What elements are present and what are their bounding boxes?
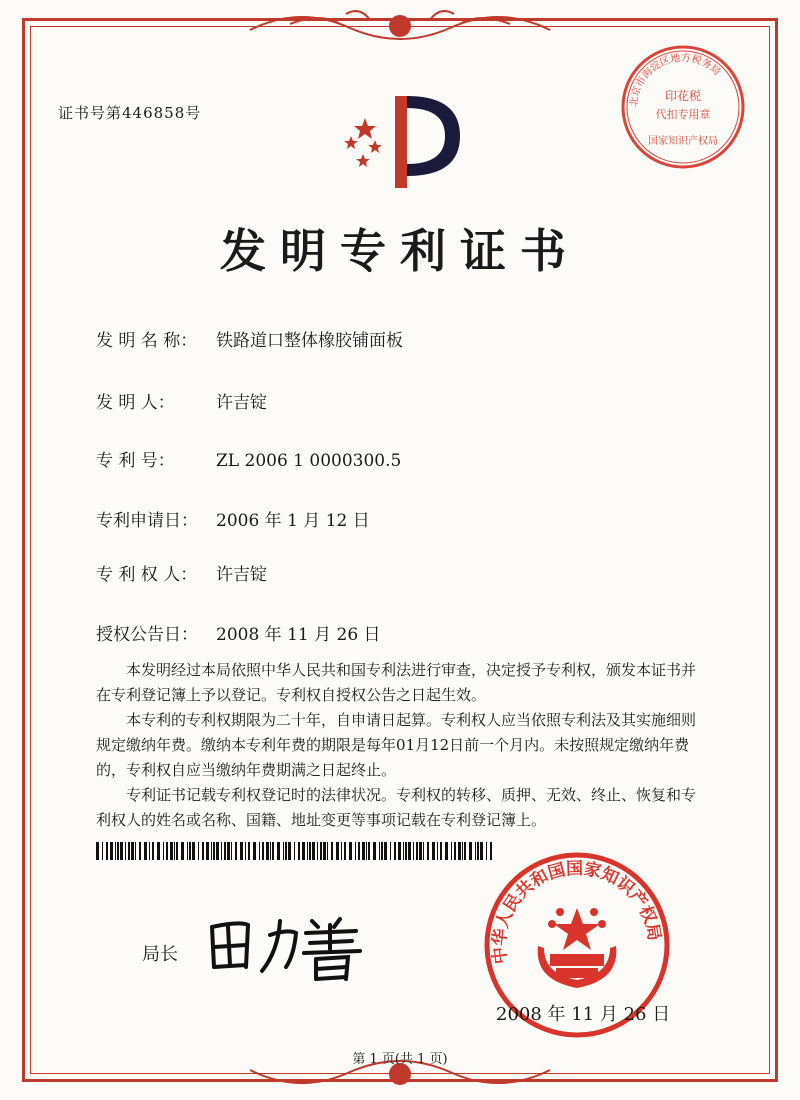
barcode-bar — [358, 842, 360, 860]
barcode-bar — [451, 842, 452, 860]
barcode-bar — [394, 842, 396, 860]
barcode-bar — [102, 842, 103, 860]
barcode-bar — [240, 842, 243, 860]
barcode-bar — [437, 842, 438, 860]
stamp-ring-text: 北京市海淀区地方税务局 — [628, 52, 723, 108]
barcode-bar — [206, 842, 209, 860]
field-label: 发 明 名 称： — [96, 331, 198, 351]
body-paragraph-3: 专利证书记载专利权登记时的法律状况。专利权的转移、质押、无效、终止、恢复和专利权人的姓名或名称、国籍、地址变更等事项记载在专利登记簿上。 — [96, 786, 697, 829]
barcode-bar — [125, 842, 126, 860]
issue-date: 2008 年 11 月 26 日 — [496, 1004, 671, 1025]
field-application-date — [96, 506, 370, 531]
barcode-bar — [181, 842, 184, 860]
barcode-bar — [221, 842, 222, 860]
barcode-bar — [110, 842, 113, 860]
stamp-bottom-text: 国家知识产权局 — [648, 136, 718, 147]
field-value: ZL 2006 1 0000300.5 — [216, 451, 402, 471]
barcode-bar — [211, 842, 212, 860]
barcode-bar — [231, 842, 232, 860]
barcode-bar — [131, 842, 134, 860]
barcode-bar — [202, 842, 204, 860]
barcode-bar — [312, 842, 315, 860]
barcode-bar — [464, 842, 466, 860]
barcode-bar — [235, 842, 237, 860]
barcode-bar — [355, 842, 356, 860]
barcode-bar — [285, 842, 287, 860]
barcode-bar — [427, 842, 429, 860]
barcode-bar — [362, 842, 365, 860]
field-value: 铁路道口整体橡胶铺面板 — [216, 331, 403, 351]
field-grant-date — [96, 620, 381, 645]
barcode-bar — [366, 842, 367, 860]
director-label: 局长 — [142, 944, 178, 965]
body-paragraph-2: 本专利的专利权期限为二十年，自申请日起算。专利权人应当依照专利法及其实施细则规定缴纳年费。缴纳本专利年费的期限是每年01月12日前一个月内。未按照规定缴纳年费的，专利权自应当缴纳年费期满之日起终止。 — [96, 711, 697, 779]
patent-office-logo — [335, 88, 465, 198]
barcode-bar — [331, 842, 333, 860]
barcode-bar — [307, 842, 308, 860]
barcode-bar — [117, 842, 119, 860]
tax-stamp — [618, 42, 748, 172]
barcode-bar — [454, 842, 456, 860]
field-value: 许吉锭 — [216, 393, 267, 413]
barcode-bar — [320, 842, 322, 860]
barcode-bar — [368, 842, 370, 860]
barcode-bar — [149, 842, 150, 860]
barcode-bar — [440, 842, 442, 860]
barcode-bar — [384, 842, 387, 860]
barcode-bar — [157, 842, 160, 860]
barcode-bar — [259, 842, 260, 860]
page-title: 发明专利证书 — [220, 224, 580, 278]
barcode-bar — [288, 842, 291, 860]
field-label: 授权公告日： — [96, 625, 198, 645]
barcode-bar — [176, 842, 178, 860]
field-label: 专 利 权 人： — [96, 565, 198, 585]
barcode-bar — [216, 842, 219, 860]
barcode-bar — [413, 842, 414, 860]
director-signature — [200, 905, 370, 985]
barcode-bar — [458, 842, 461, 860]
barcode-bar — [423, 842, 424, 860]
barcode-bar — [213, 842, 215, 860]
barcode-bar — [152, 842, 154, 860]
barcode-bar — [349, 842, 352, 860]
barcode-bar — [166, 842, 168, 860]
barcode-bar — [462, 842, 463, 860]
barcode-bar — [445, 842, 448, 860]
field-value: 2006 年 1 月 12 日 — [216, 511, 370, 531]
barcode-bar — [403, 842, 404, 860]
barcode-bar — [277, 842, 280, 860]
barcode-bar — [344, 842, 346, 860]
field-inventor — [96, 388, 267, 413]
barcode-bar — [144, 842, 147, 860]
barcode-bar — [139, 842, 141, 860]
barcode-bar — [373, 842, 376, 860]
barcode-bar — [266, 842, 269, 860]
barcode-bar — [128, 842, 130, 860]
barcode-bar — [192, 842, 195, 860]
stamp-center-text-1: 印花税 — [664, 89, 702, 103]
barcode-bar — [379, 842, 380, 860]
barcode-bar — [96, 842, 99, 860]
barcode-bar — [163, 842, 164, 860]
certificate-number: 证书号第446858号 — [58, 104, 202, 122]
barcode-bar — [390, 842, 391, 860]
barcode-bar — [477, 842, 479, 860]
field-value: 许吉锭 — [216, 565, 267, 585]
field-invention-name — [96, 326, 403, 351]
field-patent-number — [96, 446, 401, 471]
barcode-bar — [135, 842, 136, 860]
barcode-bar — [262, 842, 264, 860]
barcode-bar — [381, 842, 383, 860]
barcode-bar — [187, 842, 188, 860]
barcode-bar — [198, 842, 199, 860]
barcode-bar — [174, 842, 175, 860]
body-paragraph-1: 本发明经过本局依照中华人民共和国专利法进行审查，决定授予专利权，颁发本证书并在专利登记簿上予以登记。专利权自授权公告之日起生效。 — [96, 661, 697, 704]
barcode-bar — [408, 842, 411, 860]
barcode-bar — [170, 842, 173, 860]
barcode-bar — [120, 842, 123, 860]
barcode-bar — [317, 842, 318, 860]
barcode-bar — [327, 842, 328, 860]
seal-ring-text: 中华人民共和国国家知识产权局 — [489, 858, 665, 966]
barcode-bar — [245, 842, 246, 860]
barcode-bar — [224, 842, 226, 860]
barcode-bar — [115, 842, 116, 860]
barcode-bar — [475, 842, 476, 860]
barcode-bar — [283, 842, 284, 860]
page-number: 第 1 页(共 1 页) — [352, 1052, 448, 1067]
barcode-bar — [416, 842, 418, 860]
barcode-bar — [106, 842, 108, 860]
barcode-bar — [336, 842, 339, 860]
barcode-bar — [405, 842, 407, 860]
certificate-body — [96, 658, 706, 833]
barcode-bar — [309, 842, 311, 860]
barcode-bar — [398, 842, 401, 860]
barcode-bar — [270, 842, 271, 860]
barcode-bar — [298, 842, 300, 860]
barcode-bar — [432, 842, 435, 860]
barcode-bar — [189, 842, 191, 860]
field-patentee — [96, 560, 267, 585]
barcode-bar — [341, 842, 342, 860]
field-value: 2008 年 11 月 26 日 — [216, 625, 381, 645]
barcode-bar — [248, 842, 250, 860]
field-label: 发 明 人： — [96, 393, 175, 413]
field-label: 专 利 号： — [96, 451, 175, 471]
barcode-bar — [253, 842, 256, 860]
barcode-bar — [227, 842, 230, 860]
stamp-center-text-2: 代扣专用章 — [655, 108, 711, 121]
field-label: 专利申请日： — [96, 511, 198, 531]
barcode-bar — [469, 842, 472, 860]
barcode — [96, 842, 494, 860]
barcode-bar — [272, 842, 274, 860]
barcode-bar — [323, 842, 326, 860]
barcode-bar — [294, 842, 295, 860]
barcode-bar — [302, 842, 305, 860]
barcode-bar — [419, 842, 422, 860]
